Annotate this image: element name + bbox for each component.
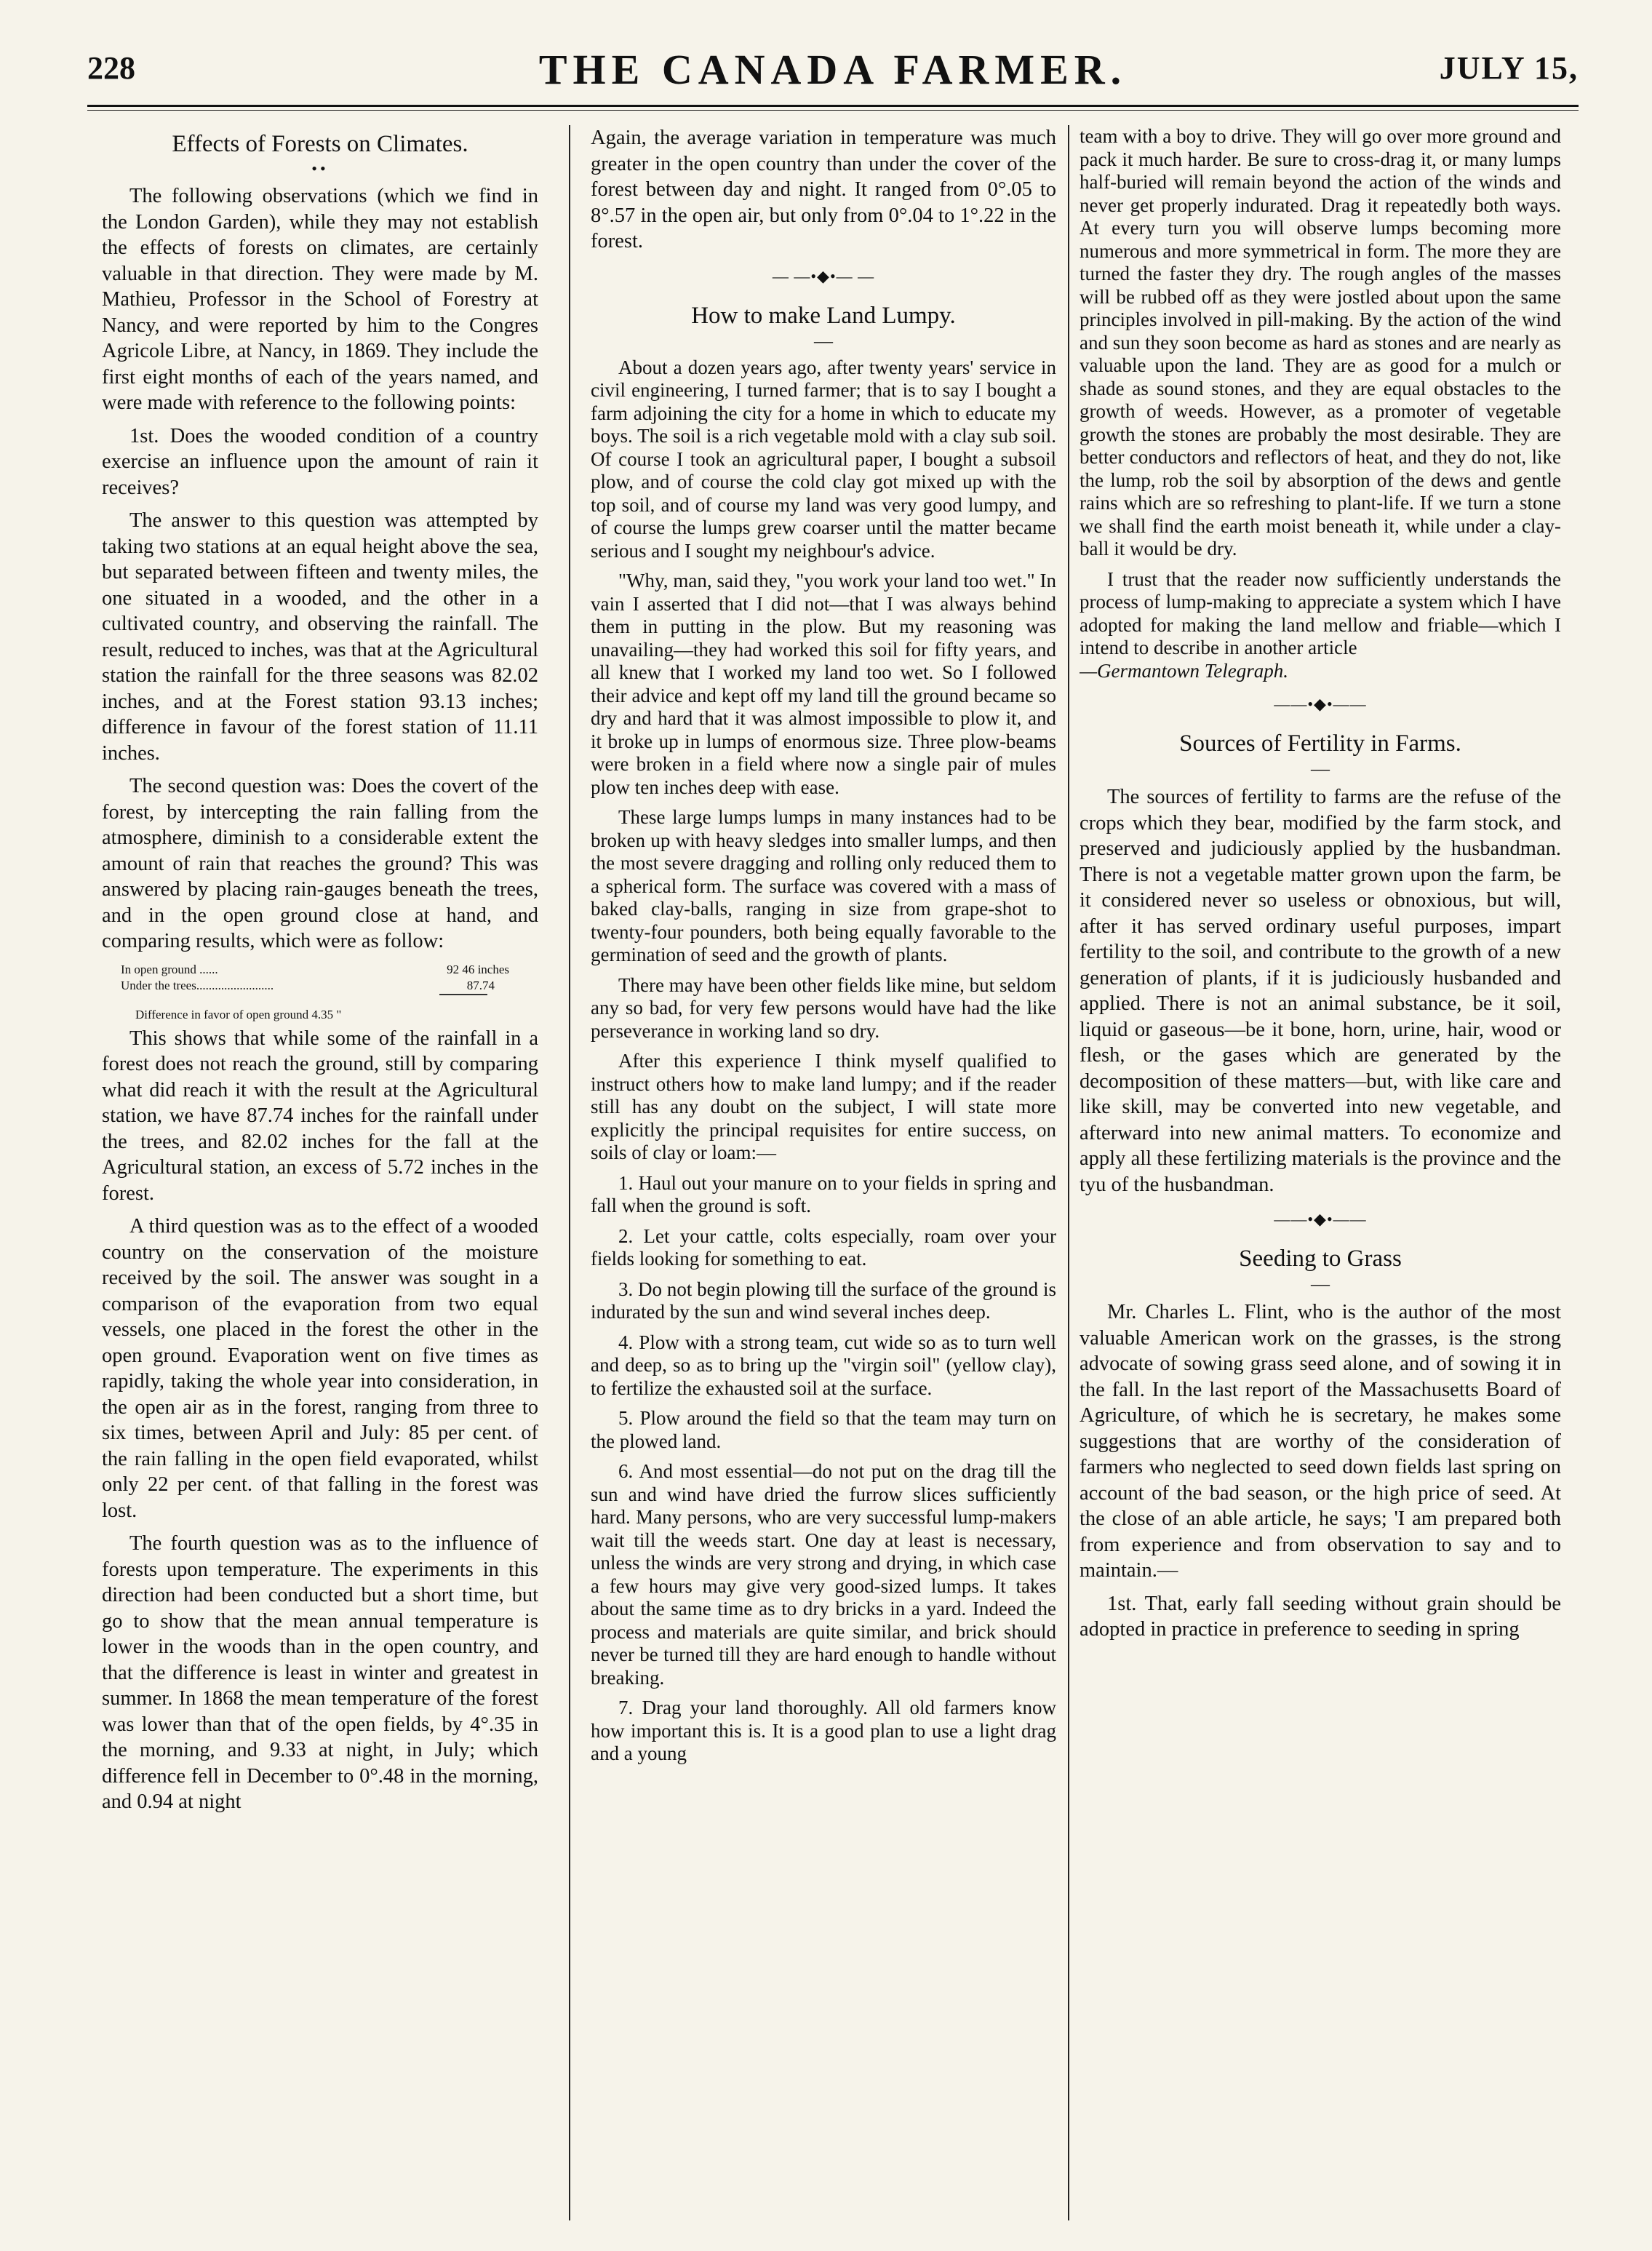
table-label: In open ground ...... bbox=[121, 962, 218, 976]
page-number: 228 bbox=[87, 50, 135, 86]
paragraph: team with a boy to drive. They will go over more ground and pack it much harder. Be sure to cross-drag it, or many lumps half-buried will remain beyond the action of the winds and never get properly indurated. Drag it repeatedly both ways. At every turn you will observe lumps becoming more numerous and more symmetrical in form. The more they are turned the faster they dry. The rough angles of the masses will be rubbed off as they were jostled about upon the same principles involved in pill-making. By the action of the wind and sun they soon become as hard as stones and are nearly as valuable upon the land. They are as good for a mulch or shade as sound stones, and they are equal obstacles to the growth of weeds. However, as a promoter of vegetable growth the stones are probably the most desirable. They are better conductors and reflectors of heat, and they do not, like the lump, rob the soil by absorption of the dews and gentle rains which are so refreshing to plant-life. If we turn a stone we shall find the earth moist beneath it, while under a clay-ball it would be dry. bbox=[1080, 125, 1561, 559]
table-value: 87.74 bbox=[466, 978, 495, 992]
paragraph: "Why, man, said they, "you work your land too wet." In vain I asserted that I did not—that I was always behind them in putting in the plow. But my reasoning was unavailing—they had worked this soil for fifty years, and all knew that I worked my land too wet. So I followed their advice and kept off my land till the ground became so dry and hard that it was almost impossible to plow it, and it broke up in lumps of enormous size. Three plow-beams were broken in a field where now a single pair of mules plow ten inches deep with ease. bbox=[591, 570, 1056, 798]
heading-dash: — bbox=[814, 330, 833, 351]
table-difference: Difference in favor of open ground 4.35 " bbox=[135, 1007, 342, 1021]
article-heading-fertility: Sources of Fertility in Farms. bbox=[1179, 730, 1461, 757]
list-item: 2. Let your cattle, colts especially, roam over your fields looking for something to eat. bbox=[591, 1224, 1056, 1270]
list-item: 7. Drag your land thoroughly. All old farmers know how important this is. It is a good plan to use a light drag and a young bbox=[591, 1697, 1056, 1764]
masthead-rule-thick bbox=[87, 105, 1579, 107]
list-item: 1. Haul out your manure on to your fields in spring and fall when the ground is soft. bbox=[591, 1171, 1056, 1216]
heading-ornament: •• bbox=[311, 159, 329, 178]
paragraph: 1st. Does the wooded condition of a country exercise an influence upon the amount of rain it receives? bbox=[102, 424, 538, 499]
table-row bbox=[102, 978, 538, 994]
list-item: 4. Plow with a strong team, cut wide so as to turn well and deep, so as to bring up the "virgin soil" (yellow clay), to fertilize the exhausted soil at the surface. bbox=[591, 1331, 1056, 1399]
column-divider-1 bbox=[569, 125, 570, 2220]
section-ornament: — —•◆•— — bbox=[772, 266, 875, 285]
list-item: 6. And most essential—do not put on the drag till the sun and wind have dried the furrow slices sufficiently hard. Many persons, who are very successful lump-makers wait till the weeds start. One day at least is necessary, unless the winds are very strong and drying, in which case a few hours may give very good-sized lumps. It takes about the same time as to dry bricks in a yard. Indeed the process and materials are quite similar, and brick should never be turned till they are hard enough to handle without breaking. bbox=[591, 1460, 1056, 1689]
masthead-rule-thin bbox=[87, 110, 1579, 111]
table-label: Under the trees......................... bbox=[121, 978, 274, 992]
paragraph: Mr. Charles L. Flint, who is the author of the most valuable American work on the grasses, is the strong advocate of sowing grass seed alone, and of sowing it in the fall. In the last report of the Massachusetts Board of Agriculture, of which he is secretary, he makes some suggestions that are worthy of the consideration of farmers who neglected to seed down fields last spring on account of the bad season, or the high price of seed. At the close of an able article, he says; 'I am prepared both from experience and from observation to say and to maintain.— bbox=[1080, 1301, 1561, 1582]
column-2 bbox=[591, 125, 1056, 2220]
column-divider-2 bbox=[1068, 125, 1069, 2220]
source-credit: —Germantown Telegraph. bbox=[1080, 659, 1289, 682]
article-heading-forests: Effects of Forests on Climates. bbox=[172, 131, 468, 157]
paragraph: 1st. That, early fall seeding without grain should be adopted in practice in preference to seeding in spring bbox=[1080, 1592, 1561, 1641]
paragraph: A third question was as to the effect of a wooded country on the conservation of the moisture received by the soil. The answer was sought in a comparison of the evaporation from two equal vessels, one placed in the forest the other in the open ground. Evaporation went on five times as rapidly, taking the whole year into consideration, in the open air as in the forest, ranging from three to six times, between April and July: 85 per cent. of the rain falling in the open field evaporated, whilst only 22 per cent. of that falling in the forest was lost. bbox=[102, 1215, 538, 1522]
table-underline bbox=[439, 994, 487, 998]
paragraph: The following observations (which we find in the London Garden), while they may not establish the effects of forests on climates, are certainly valuable in that direction. They were made by M. Mathieu, Professor in the School of Forestry at Nancy, and were reported by him to the Congres Agricole Libre, at Nancy, in 1869. They include the first eight months of each of the years named, and were made with reference to the following points: bbox=[102, 185, 538, 414]
article-heading-grass: Seeding to Grass bbox=[1239, 1246, 1402, 1272]
article-source bbox=[1080, 660, 1561, 683]
paragraph: This shows that while some of the rainfall in a forest does not reach the ground, still by comparing what did reach it with the result at the Agricultural station, we have 87.74 inches for the rainfall under the trees, and 82.02 inches for the fall at the Agricultural station, an excess of 5.72 inches in the forest. bbox=[102, 1027, 538, 1205]
heading-dash: — bbox=[1311, 1273, 1330, 1294]
section-ornament: ——•◆•—— bbox=[1274, 1210, 1367, 1228]
paragraph: Again, the average variation in temperature was much greater in the open country than under the cover of the forest between day and night. It ranged from 0°.05 to 8°.57 in the open air, but only from 0°.04 to 1°.22 in the forest. bbox=[591, 127, 1056, 252]
heading-dash: — bbox=[1311, 758, 1330, 779]
paragraph: These large lumps lumps in many instances had to be broken up with heavy sledges into smaller lumps, and then the most severe dragging and rolling only reduced them to a spherical form. The surface was covered with a mass of baked clay-balls, ranging in size from grape-shot to twenty-four pounders, both being equally favorable to the germination of seed and the growth of plants. bbox=[591, 806, 1056, 965]
paragraph: There may have been other fields like mine, but seldom any so bad, for very few persons would have had the like perseverance in working land so dry. bbox=[591, 973, 1056, 1042]
paragraph: After this experience I think myself qualified to instruct others how to make land lumpy; and if the reader still has any doubt on the subject, I will state more explicitly the principal requisites for entire success, on soils of clay or loam:— bbox=[591, 1050, 1056, 1163]
paragraph: About a dozen years ago, after twenty years' service in civil engineering, I turned farmer; that is to say I bought a farm adjoining the city for a home in which to educate my boys. The soil is a rich vegetable mold with a clay sub soil. Of course I took an agricultural paper, I bought a subsoil plow, and of course the cold clay got mixed up with the top soil, and of course my land was very good lumpy, and of course the lumps grew coarser until the matter became serious and I sought my neighbour's advice. bbox=[591, 356, 1056, 562]
paragraph: The second question was: Does the covert of the forest, by intercepting the rain falling from the atmosphere, diminish to a considerable extent the amount of rain that reaches the ground? This was answered by placing rain-gauges beneath the trees, and in the open ground close at hand, and comparing results, which were as follow: bbox=[102, 775, 538, 952]
paragraph: The fourth question was as to the influence of forests upon temperature. The experiments in this direction had been conducted but a short time, but go to show that the mean annual temperature is lower in the woods than in the open country, and that the difference is least in winter and greatest in summer. In 1868 the mean temperature of the forest was lower than that of the open fields, by 4°.35 in the morning, and 9.33 at night, in July; which difference fell in December to 0°.48 in the morning, and 0.94 at night bbox=[102, 1532, 538, 1813]
paragraph: The sources of fertility to farms are the refuse of the crops which they bear, modified by the farm stock, and preserved and judiciously applied by the husbandman. There is not a vegetable matter grown upon the farm, be it considered never so useless or obnoxious, but will, after it has served ordinary useful purposes, impart fertility to the soil, and contribute to the growth of a new generation of plants, if it is judiciously husbanded and applied. There is not an animal substance, be it soil, liquid or gaseous—be it bone, horn, urine, hair, wood or flesh, or the gases which are generated by the decomposition of these matters—but, with like care and like skill, may be converted into new vegetable, and afterward into new animal matters. To economize and apply all these fertilizing materials is the province and the tyu of the husbandman. bbox=[1080, 786, 1561, 1196]
paragraph: The answer to this question was attempted by taking two stations at an equal height above the sea, but separated between fifteen and twenty miles, the one situated in a wooded, and the other in a cultivated country, and observing the rainfall. The result, reduced to inches, was that at the Agricultural station the rainfall for the three seasons was 82.02 inches, and at the Forest station 93.13 inches; difference in favour of the forest station of 11.11 inches. bbox=[102, 509, 538, 765]
rainfall-table bbox=[102, 962, 538, 1023]
article-heading-lumpy: How to make Land Lumpy. bbox=[691, 302, 956, 329]
masthead bbox=[87, 45, 1579, 102]
paragraph: I trust that the reader now sufficiently understands the process of lump-making to appreciate a system which I have adopted for making the land mellow and friable—which I intend to describe in another article bbox=[1080, 567, 1561, 658]
section-ornament: ——•◆•—— bbox=[1274, 695, 1367, 713]
column-1 bbox=[102, 125, 538, 2220]
table-row bbox=[102, 962, 538, 978]
list-item: 5. Plow around the field so that the team may turn on the plowed land. bbox=[591, 1407, 1056, 1452]
column-3 bbox=[1080, 125, 1561, 2220]
table-value: 92 46 inches bbox=[447, 962, 509, 976]
issue-date: JULY 15, bbox=[1439, 50, 1579, 86]
newspaper-title: THE CANADA FARMER. bbox=[538, 46, 1128, 93]
list-item: 3. Do not begin plowing till the surface of the ground is indurated by the sun and wind several inches deep. bbox=[591, 1278, 1056, 1323]
